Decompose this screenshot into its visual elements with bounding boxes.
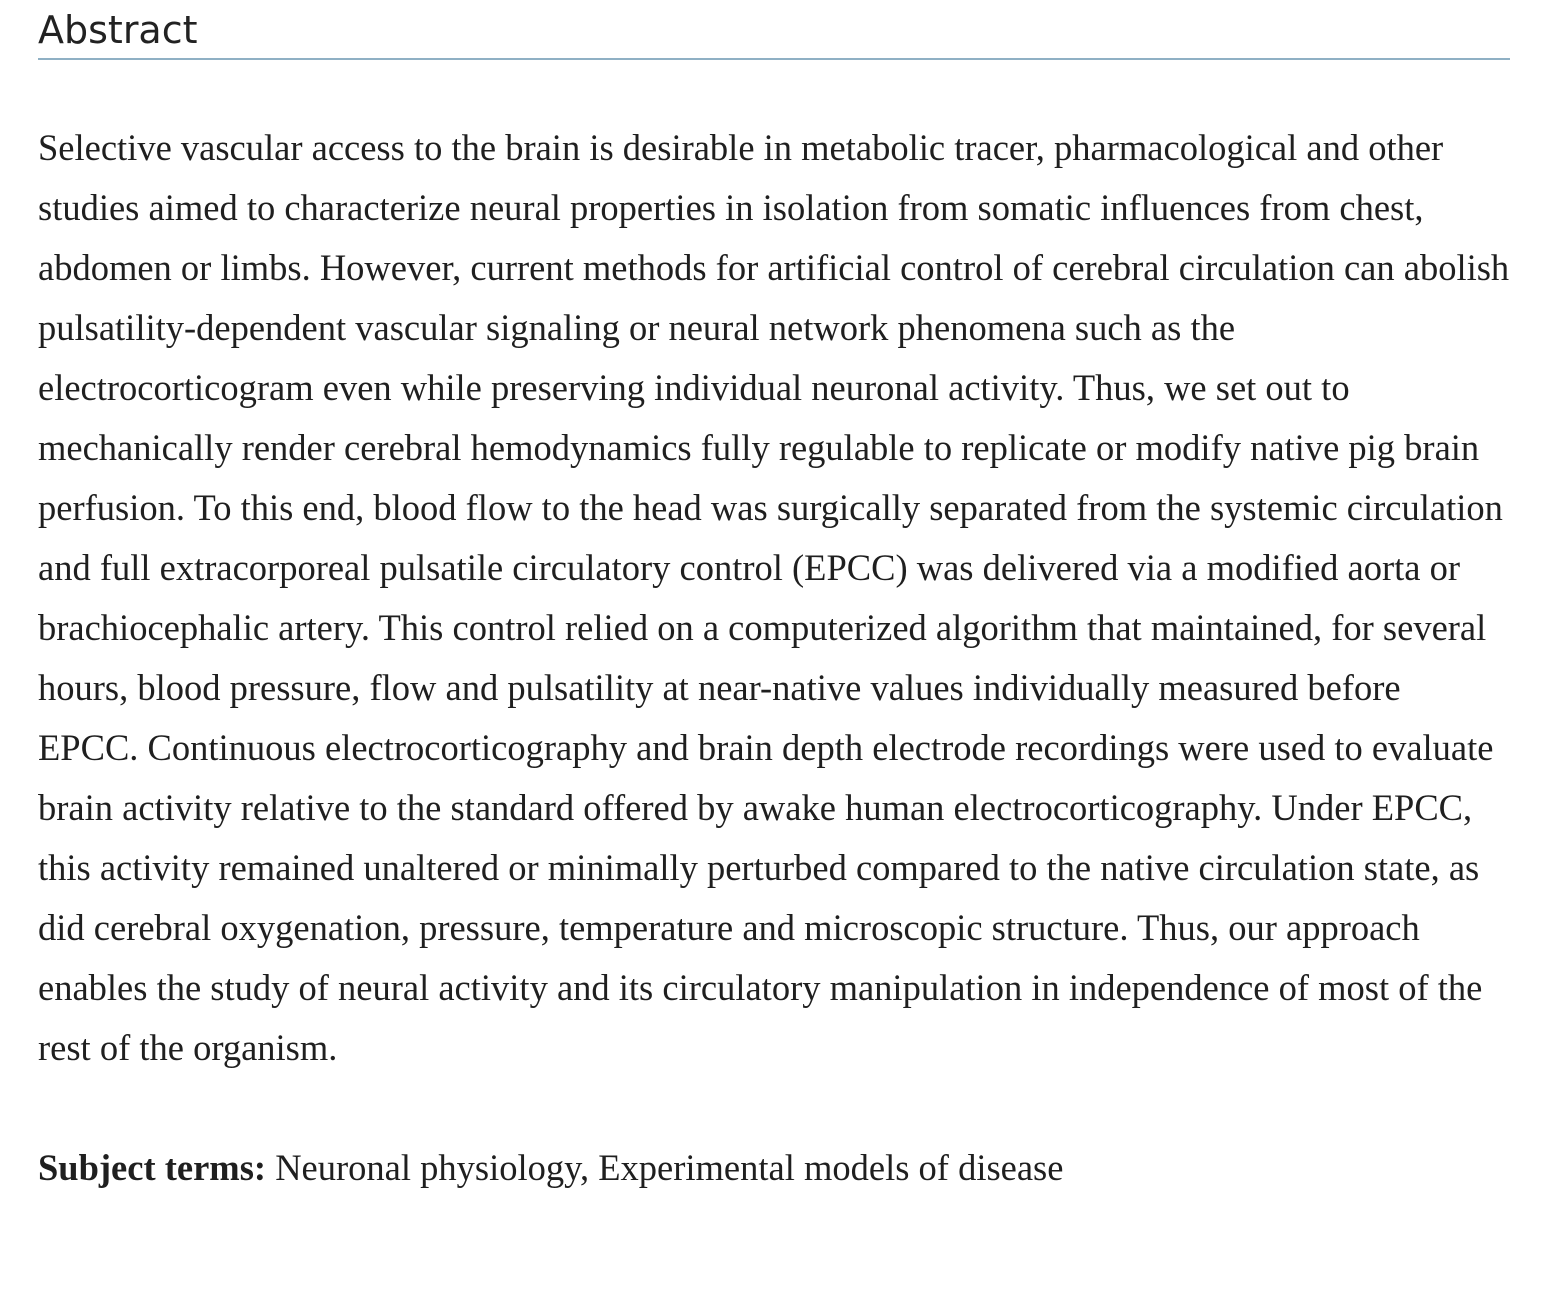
abstract-text: Selective vascular access to the brain is desirable in metabolic tracer, pharmacological and other studies aimed to characterize neural properties in isolation from somatic influences from chest, abdomen or limbs. However, current methods for artificial control of cerebral circulation can abolish pulsatility-dependent vascular signaling or neural network phenomena such as the electrocorticogram even while preserving individual neuronal activity. Thus, we set out to mechanically render cerebral hemodynamics fully regulable to replicate or modify native pig brain perfusion. To this end, blood flow to the head was surgically separated from the systemic circulation and full extracorporeal pulsatile circulatory control (EPCC) was delivered via a modified aorta or brachiocephalic artery. This control relied on a computerized algorithm that maintained, for several hours, blood pressure, flow and pulsatility at near-native values individually measured before EPCC. Continuous electrocorticography and brain depth electrode recordings were used to evaluate brain activity relative to the standard offered by awake human electrocorticography. Under EPCC, this activity remained unaltered or minimally perturbed compared to the native circulation state, as did cerebral oxygenation, pressure, temperature and microscopic structure. Thus, our approach enables the study of neural activity and its circulatory manipulation in independence of most of the rest of the organism. bbox=[38, 127, 1510, 1068]
subject-terms-label: Subject terms: bbox=[38, 1147, 267, 1188]
subject-terms-value: Neuronal physiology, Experimental models of disease bbox=[275, 1147, 1064, 1188]
abstract-section bbox=[38, 0, 1510, 1198]
subject-terms bbox=[38, 1078, 1510, 1198]
abstract-heading: Abstract bbox=[38, 0, 1510, 60]
